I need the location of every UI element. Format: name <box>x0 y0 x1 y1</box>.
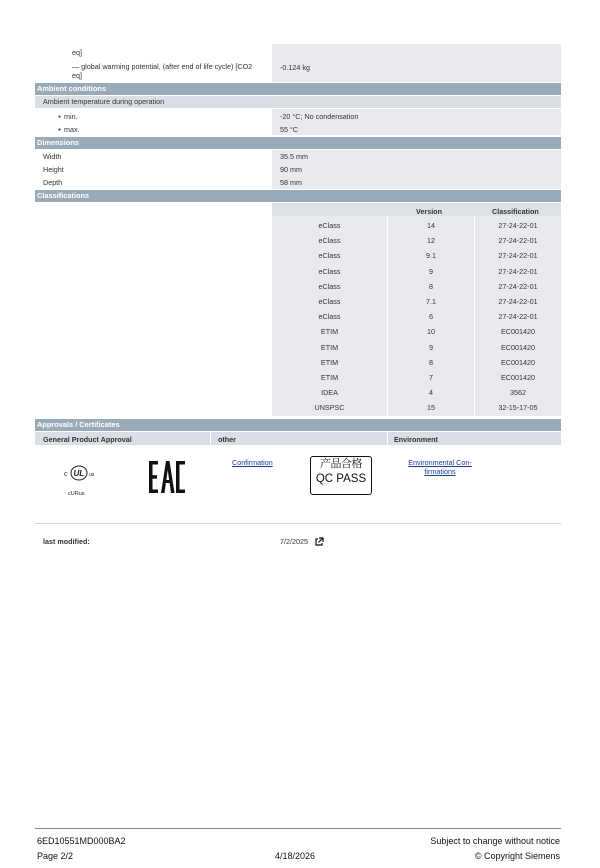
dimension-height-label: Height <box>43 165 64 174</box>
classification-code: EC001420 <box>501 342 535 352</box>
classification-system: eClass <box>318 297 341 306</box>
classification-col-version: Version <box>416 207 442 216</box>
footer-notice: Subject to change without notice <box>430 836 560 846</box>
dimension-depth-value: 58 mm <box>280 178 302 187</box>
classification-version: 7.1 <box>426 297 436 306</box>
section-divider <box>35 523 561 524</box>
approvals-col-divider-1 <box>210 432 211 445</box>
dimension-width-value: 35.5 mm <box>280 152 308 161</box>
classification-version: 8 <box>429 357 433 367</box>
last-modified-date: 7/2/2025 <box>280 537 308 546</box>
classification-code: 27-24-22-01 <box>498 251 538 261</box>
classification-system: ETIM <box>320 327 339 337</box>
footer-page-number: Page 2/2 <box>37 851 74 861</box>
classification-code: 3562 <box>510 388 526 398</box>
ambient-max-label: ● max. <box>58 125 294 135</box>
approvals-col-general: General Product Approval <box>43 435 132 444</box>
qc-pass-english-text: QC PASS <box>315 473 367 485</box>
ambient-max-value: 55 °C <box>280 125 299 134</box>
ambient-min-label: ● min. <box>58 112 294 122</box>
classification-system: eClass <box>318 266 341 276</box>
classification-version: 9.1 <box>426 251 436 261</box>
eac-logo-icon <box>148 460 186 494</box>
environmental-confirmations-link[interactable]: Environmental Con- firmations <box>408 458 472 476</box>
eq-tail-text: eq] <box>72 48 82 57</box>
section-approvals: Approvals / Certificates <box>35 419 561 431</box>
external-link-icon[interactable] <box>314 534 324 552</box>
ambient-temperature-subheader: Ambient temperature during operation <box>35 96 561 108</box>
section-classifications: Classifications <box>35 190 561 202</box>
svg-text:us: us <box>89 472 95 478</box>
classification-code: 32-15-17-05 <box>498 403 538 413</box>
classification-version: 6 <box>429 312 433 322</box>
gwp-label: — global warming potential, (after end of life cycle) [CO2 eq] <box>72 62 253 80</box>
approvals-col-divider-2 <box>387 432 388 445</box>
classification-system: ETIM <box>320 342 339 352</box>
qc-pass-chinese-text: 产品合格 <box>320 458 362 470</box>
classification-system: eClass <box>318 221 341 230</box>
last-modified-label: last modified: <box>43 537 90 546</box>
confirmation-link[interactable]: Confirmation <box>232 458 273 467</box>
gwp-value: -0.124 kg <box>280 63 310 72</box>
approvals-col-other: other <box>218 435 236 444</box>
classification-code: 27-24-22-01 <box>498 236 538 246</box>
classification-version: 10 <box>427 327 435 337</box>
classification-version: 4 <box>429 388 433 398</box>
eac-certification-mark <box>148 460 186 499</box>
footer-part-number: 6ED10551MD000BA2 <box>37 836 126 846</box>
ul-mark-caption: cURus <box>68 491 85 497</box>
classification-code: 27-24-22-01 <box>498 221 538 230</box>
classification-col-code: Classification <box>492 207 539 216</box>
gwp-value-bg <box>272 44 561 82</box>
dimension-width-label: Width <box>43 152 62 161</box>
dimension-depth-label: Depth <box>43 178 63 187</box>
classification-code: 27-24-22-01 <box>498 297 538 306</box>
classification-code: EC001420 <box>501 357 535 367</box>
footer-rule <box>35 828 561 829</box>
section-dimensions: Dimensions <box>35 137 561 149</box>
dimensions-values-bg <box>272 150 561 189</box>
ul-logo-icon <box>62 462 100 484</box>
svg-text:c: c <box>64 469 68 478</box>
footer-date: 4/18/2026 <box>275 851 316 861</box>
dimension-height-value: 90 mm <box>280 165 302 174</box>
classification-system: eClass <box>318 251 341 261</box>
classification-version: 8 <box>429 281 433 291</box>
classification-version: 7 <box>429 373 433 382</box>
classification-version: 9 <box>429 266 433 276</box>
qc-pass-stamp <box>310 456 372 495</box>
classification-version: 9 <box>429 342 433 352</box>
classification-version: 15 <box>427 403 435 413</box>
classification-system: eClass <box>318 312 341 322</box>
ul-certification-mark <box>62 462 100 496</box>
svg-text:UL: UL <box>73 469 85 478</box>
classification-system: ETIM <box>320 357 339 367</box>
classification-code: EC001420 <box>501 373 535 382</box>
classification-system: IDEA <box>321 388 338 398</box>
ambient-min-value: -20 °C; No condensation <box>280 112 359 121</box>
classification-code: EC001420 <box>501 327 535 337</box>
classification-code: 27-24-22-01 <box>498 266 538 276</box>
approvals-col-environment: Environment <box>394 435 438 444</box>
classification-code: 27-24-22-01 <box>498 281 538 291</box>
footer-copyright: © Copyright Siemens <box>474 851 560 861</box>
classification-system: UNSPSC <box>314 403 345 413</box>
classification-system: ETIM <box>320 373 339 382</box>
section-ambient-conditions: Ambient conditions <box>35 83 561 95</box>
classification-version: 12 <box>427 236 435 246</box>
classification-system: eClass <box>318 281 341 291</box>
classification-system: eClass <box>318 236 341 246</box>
classification-code: 27-24-22-01 <box>498 312 538 322</box>
classification-version: 14 <box>427 221 435 230</box>
